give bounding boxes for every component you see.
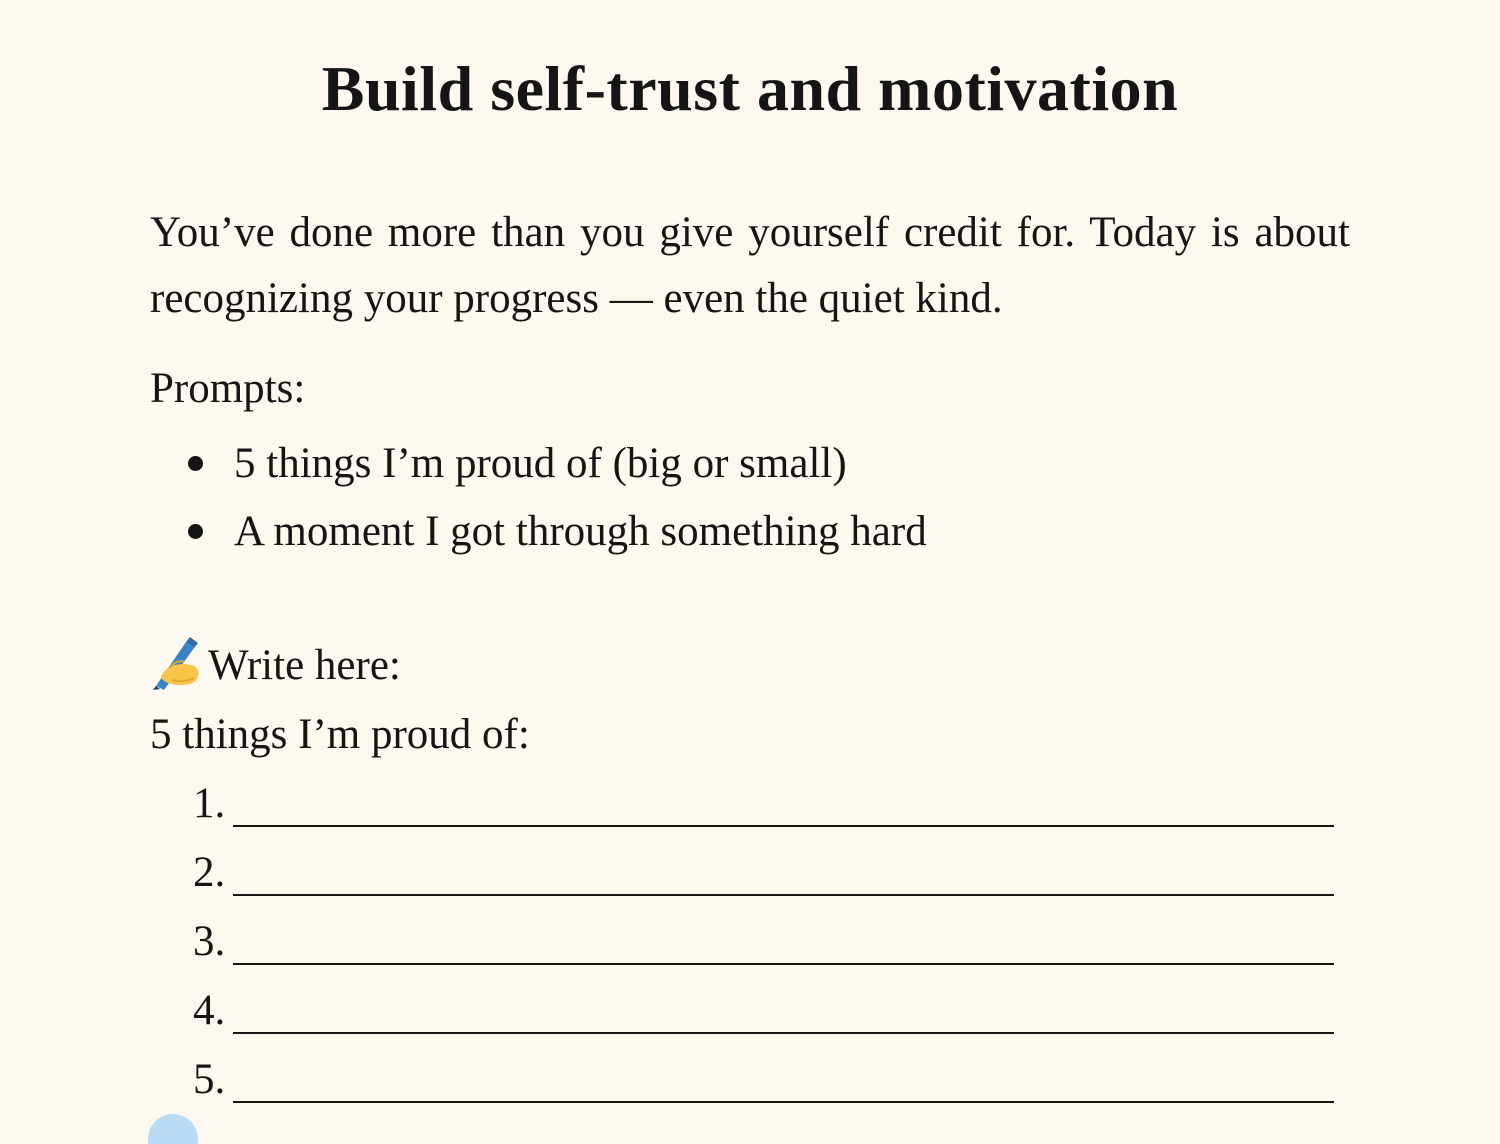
bullet-icon	[188, 456, 203, 471]
blank-number: 3.	[193, 918, 226, 965]
blank-line-row[interactable]	[193, 913, 1338, 982]
blank-line-row[interactable]	[193, 982, 1338, 1051]
blank-line-row[interactable]	[193, 775, 1338, 844]
write-in-line[interactable]	[233, 1032, 1334, 1034]
blank-line-row[interactable]	[193, 1051, 1338, 1120]
prompt-text: A moment I got through something hard	[234, 508, 927, 555]
blank-number: 2.	[193, 849, 226, 896]
proud-list-heading: 5 things I’m proud of:	[150, 711, 530, 758]
write-here-text: Write here:	[208, 642, 401, 689]
blank-number: 1.	[193, 780, 226, 827]
write-here-label	[150, 636, 401, 696]
write-in-line[interactable]	[233, 894, 1334, 896]
proud-blank-list	[193, 775, 1338, 1120]
prompt-text: 5 things I’m proud of (big or small)	[234, 440, 847, 487]
writing-hand-icon	[150, 636, 202, 690]
list-item	[150, 430, 927, 498]
write-in-line[interactable]	[233, 1101, 1334, 1103]
blank-number: 4.	[193, 987, 226, 1034]
blank-line-row[interactable]	[193, 844, 1338, 913]
partial-next-section-icon	[148, 1114, 198, 1144]
write-in-line[interactable]	[233, 825, 1334, 827]
list-item	[150, 498, 927, 566]
page-title: Build self-trust and motivation	[321, 53, 1179, 124]
blank-number: 5.	[193, 1056, 226, 1103]
prompt-list	[150, 430, 927, 566]
prompts-heading: Prompts:	[150, 365, 306, 412]
intro-paragraph: You’ve done more than you give yourself credit for. Today is about recognizing your progress — even the quiet kind.	[150, 209, 1350, 322]
write-in-line[interactable]	[233, 963, 1334, 965]
bullet-icon	[188, 524, 203, 539]
